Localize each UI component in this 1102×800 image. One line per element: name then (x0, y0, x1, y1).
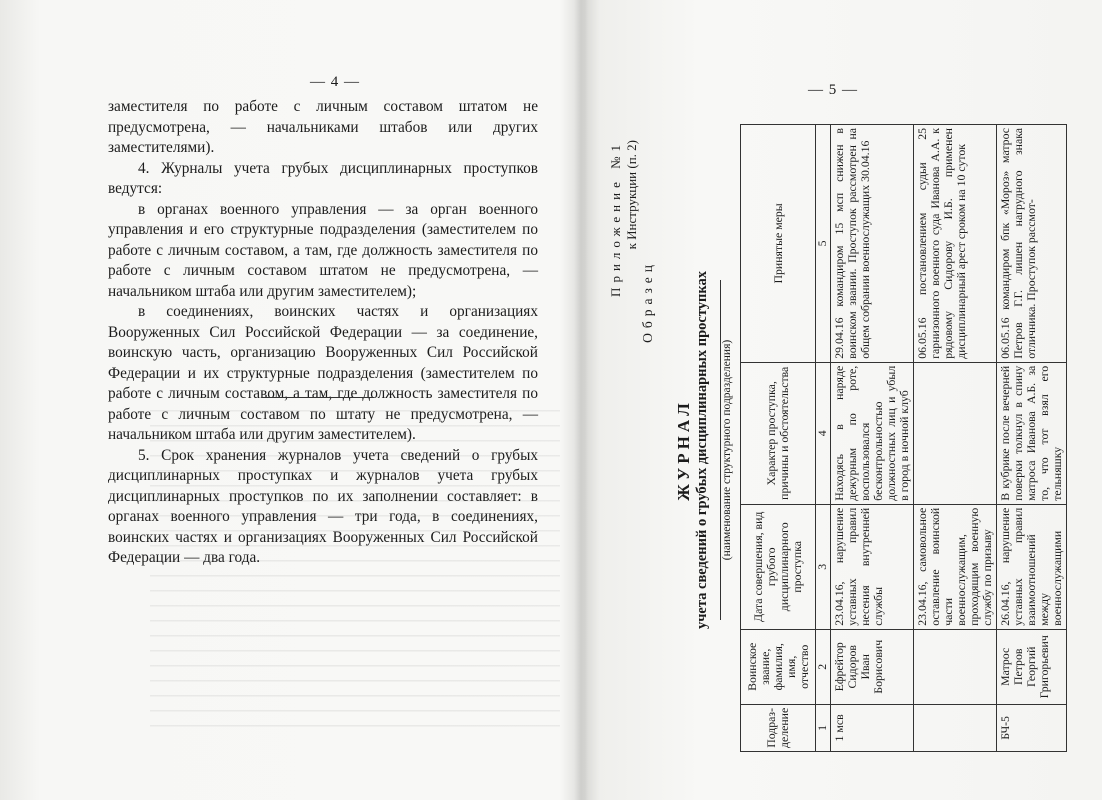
cell-circumstances: Находясь в наряде дежурным по роте, воспользовался бесконтрольностью должностных лиц и убыл в город в ночной клуб (831, 362, 914, 504)
column-number: 4 (816, 362, 831, 504)
unit-caption: (наименование структурного подразделения) (721, 339, 733, 561)
header-person: Воинское звание, фамилия, имя, отчество (741, 629, 816, 704)
column-number: 2 (816, 629, 831, 704)
page-number-left: — 4 — (310, 74, 360, 90)
cell-offense: 23.04.16, нарушение уставных правил несения внутренней службы (831, 504, 914, 629)
paragraph: 4. Журналы учета грубых дисциплинарных проступков ведутся: (108, 159, 538, 197)
rotated-appendix-page (590, 128, 1064, 770)
paragraph: в соединениях, воинских частях и организациях Вооруженных Сил Российской Федерации — за соединение, воинскую часть, организацию Вооруженных Сил Российской Федерации и их структурные подразделения (заместителем по работе с личным составом, а там, где должность заместителя по работе с личным составом по штату не предусмотрена, — начальником штаба или другим заместителем). (108, 303, 538, 443)
cell-unit: 1 мсв (831, 704, 914, 751)
cell-person (914, 629, 997, 704)
table-row (997, 125, 1067, 752)
cell-person: Ефрейтор Сидоров Иван Борисович (831, 629, 914, 704)
page-number-right: — 5 — (808, 82, 858, 98)
page-fold (574, 0, 588, 800)
cell-unit: БЧ-5 (997, 704, 1067, 751)
column-number: 1 (816, 704, 831, 751)
cell-measures: 06.05.16 постановлением судьи 25 гарнизонного военного суда Иванова А.А. к рядовому Сидорову И.Б. применен дисциплинарный арест сроком на 10 суток (914, 125, 997, 363)
appendix-header (608, 140, 640, 297)
header-measures: Принятые меры (741, 125, 816, 363)
cell-circumstances (914, 362, 997, 504)
header-circumstances: Характер проступка, причины и обстоятельства (741, 362, 816, 504)
paragraph: 5. Срок хранения журналов учета сведений о грубых дисциплинарных проступках и журналов учета грубых дисциплинарных проступков по их заполнении составляет: в органах военного управления — три года, в соединениях, воинских частях и организациях Вооруженных Сил Российской Федерации — два года. (108, 446, 538, 566)
table-header-row (741, 125, 816, 752)
journal-subtitle: учета сведений о грубых дисциплинарных проступках (694, 270, 710, 630)
header-offense: Дата совершения, вид грубого дисциплинарного проступка (741, 504, 816, 629)
journal-table (740, 124, 1067, 752)
bleed-through-shadow (150, 410, 560, 740)
column-number: 3 (816, 504, 831, 629)
appendix-reference: к Инструкции (п. 2) (624, 140, 639, 250)
cell-circumstances: В кубрике после вечерней поверки толкнул в спину матроса Иванова А.Б. за то, что тот взял его тельняшку (997, 362, 1067, 504)
column-number: 5 (816, 125, 831, 363)
cell-unit (914, 704, 997, 751)
journal-title: ЖУРНАЛ (674, 399, 693, 501)
cell-offense: 23.04.16, самовольное оставление воинской части военнослужащим, проходящим военную службу по призыву (914, 504, 997, 629)
column-number-row (816, 125, 831, 752)
cell-person: Матрос Петров Георгий Григорьевич (997, 629, 1067, 704)
table-row (831, 125, 914, 752)
table-row (914, 125, 997, 752)
paragraph: в органах военного управления — за орган военного управления и его структурные подразделения (заместителем по работе с личным составом, а там, где должность заместителя по работе с личным составом штатом не предусмотрена, — начальником штаба или другим заместителем); (108, 200, 538, 300)
appendix-label: Приложение №1 (608, 140, 623, 297)
end-rule (262, 397, 374, 398)
header-unit: Подраз-деление (741, 704, 816, 751)
cell-measures: 06.05.16 командиром бпк «Мороз» матрос Петров Г.Г. лишен нагрудного знака отличника. Проступок рассмот- (997, 125, 1067, 363)
sample-label: Образец (640, 260, 655, 343)
cell-offense: 26.04.16, нарушение уставных правил взаимоотношений между военнослужащими (997, 504, 1067, 629)
paragraph: заместителя по работе с личным составом штатом не предусмотрена, — начальниками штабов или других заместителями). (108, 98, 538, 156)
cell-measures: 29.04.16 командиром 15 мсп снижен в воинском звании. Проступок рассмотрен на общем собрании военнослужащих 30.04.16 (831, 125, 914, 363)
